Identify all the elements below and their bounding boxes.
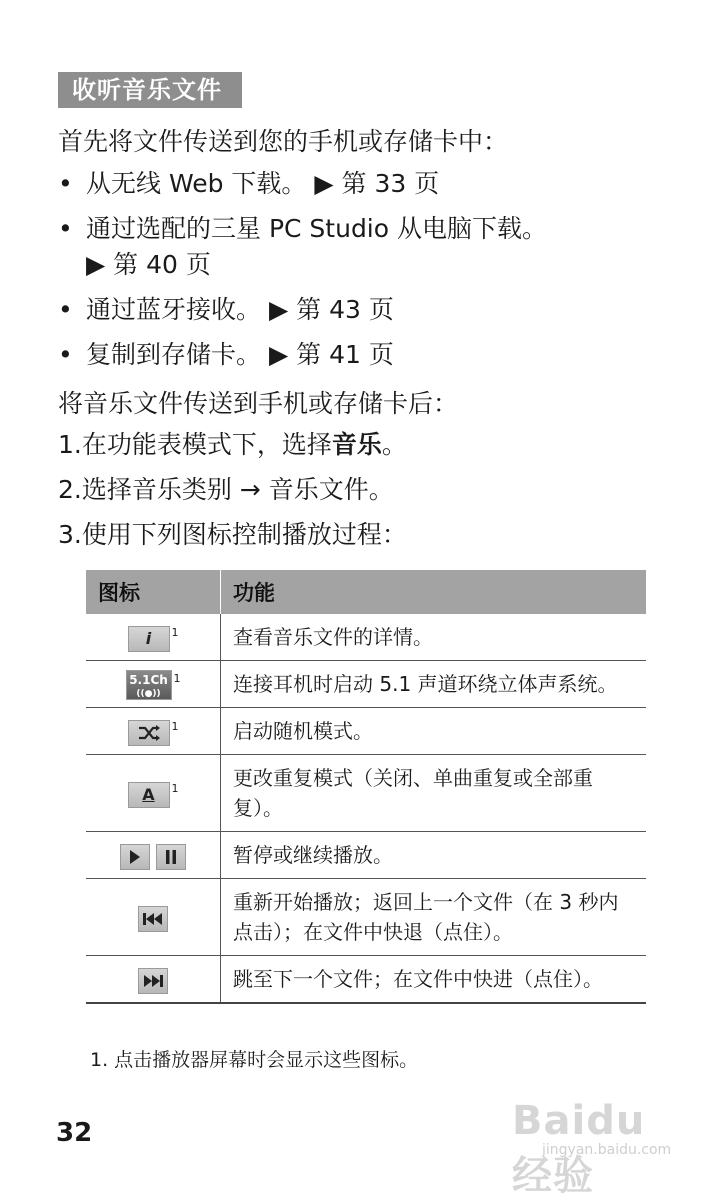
- next-icon: [138, 968, 168, 994]
- surround-sublabel: ((●)): [136, 688, 161, 699]
- step-text: 在功能表模式下，选择: [81, 430, 332, 459]
- repeat-mode-icon: [128, 782, 170, 808]
- icon-cell: [86, 879, 221, 956]
- watermark-logo-text: Baidu 经验: [512, 1098, 646, 1199]
- step-item: [58, 472, 407, 508]
- function-description: 查看音乐文件的详情。: [221, 614, 647, 661]
- bullet-marker: •: [58, 340, 73, 369]
- bullet-marker: •: [58, 214, 73, 243]
- list-item: [58, 292, 678, 328]
- column-header-icon: 图标: [86, 570, 221, 614]
- table-row: [86, 832, 646, 879]
- after-transfer-text: 将音乐文件传送到手机或存储卡后：: [58, 389, 459, 418]
- surround-label: 5.1Ch: [129, 672, 168, 687]
- table-header-row: [86, 570, 646, 614]
- bullet-marker: •: [58, 169, 73, 198]
- footnote-marker: 1: [173, 672, 181, 686]
- step-item: [58, 427, 407, 463]
- page-number: 32: [56, 1118, 93, 1148]
- list-item: [58, 166, 678, 202]
- icon-cell: [86, 755, 221, 832]
- page-reference: ▶ 第 33 页: [314, 169, 440, 198]
- bullet-text: 从无线 Web 下载。: [86, 169, 307, 198]
- baidu-watermark: [512, 1080, 692, 1199]
- bullet-marker: •: [58, 295, 73, 324]
- footnote-marker: 1: [171, 782, 179, 795]
- step-text: 使用下列图标控制播放过程：: [81, 520, 407, 549]
- shuffle-icon: [128, 720, 170, 746]
- footnote-marker: 1: [171, 626, 179, 639]
- step-number: 1.: [58, 430, 82, 459]
- bullet-text: 通过蓝牙接收。: [86, 295, 262, 324]
- table-row: [86, 708, 646, 755]
- table-row: [86, 956, 646, 1004]
- section-title: 收听音乐文件: [58, 72, 242, 108]
- watermark-url: jingyan.baidu.com: [542, 1142, 672, 1158]
- icon-cell: [86, 832, 221, 879]
- transfer-methods-list: [58, 166, 678, 382]
- info-icon: [128, 626, 170, 652]
- step-item: [58, 517, 407, 553]
- function-description: 启动随机模式。: [221, 708, 647, 755]
- play-icon: [120, 844, 150, 870]
- list-item: [58, 211, 678, 283]
- page-reference: ▶ 第 40 页: [86, 250, 211, 279]
- page-reference: ▶ 第 41 页: [268, 340, 394, 369]
- page-reference: ▶ 第 43 页: [268, 295, 394, 324]
- surround-5-1-icon: [126, 670, 172, 700]
- icon-cell: [86, 708, 221, 755]
- repeat-mode-glyph: A: [142, 784, 155, 804]
- function-description: 跳至下一个文件；在文件中快进（点住）。: [221, 956, 647, 1004]
- footnote-marker: 1: [171, 720, 179, 733]
- icon-cell: [86, 956, 221, 1004]
- intro-text: 首先将文件传送到您的手机或存储卡中：: [58, 127, 509, 156]
- table-row: [86, 755, 646, 832]
- function-description: 暂停或继续播放。: [221, 832, 647, 879]
- function-description: 重新开始播放；返回上一个文件（在 3 秒内点击）；在文件中快退（点住）。: [221, 879, 647, 956]
- steps-list: [58, 427, 407, 562]
- icon-cell: [86, 614, 221, 661]
- step-bold-text: 音乐: [331, 430, 382, 459]
- function-description: 连接耳机时启动 5.1 声道环绕立体声系统。: [221, 661, 647, 708]
- table-row: [86, 614, 646, 661]
- step-text: 选择音乐类别 → 音乐文件。: [81, 475, 394, 504]
- column-header-function: 功能: [221, 570, 647, 614]
- bullet-text: 通过选配的三星 PC Studio 从电脑下载。: [86, 214, 547, 243]
- step-text-end: 。: [381, 430, 407, 459]
- list-item: [58, 337, 678, 373]
- icon-function-table: [86, 570, 646, 1004]
- bullet-text: 复制到存储卡。: [86, 340, 262, 369]
- table-row: [86, 661, 646, 708]
- previous-icon: [138, 906, 168, 932]
- info-icon-glyph: i: [145, 628, 152, 648]
- icon-cell: [86, 661, 221, 708]
- step-number: 2.: [58, 475, 82, 504]
- function-description: 更改重复模式（关闭、单曲重复或全部重复）。: [221, 755, 647, 832]
- step-number: 3.: [58, 520, 82, 549]
- table-row: [86, 879, 646, 956]
- footnote: 1. 点击播放器屏幕时会显示这些图标。: [90, 1049, 419, 1071]
- pause-icon: [156, 844, 186, 870]
